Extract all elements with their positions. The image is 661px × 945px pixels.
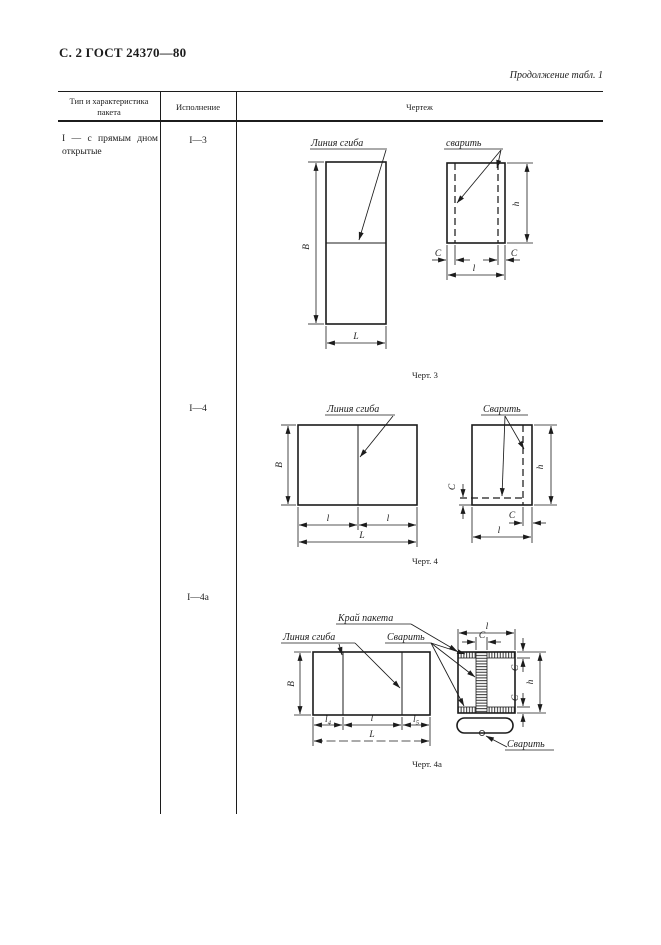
table-top-border	[58, 91, 603, 92]
dimension-l	[448, 264, 504, 275]
package-type-line1: I — с прямым дном	[62, 133, 158, 144]
drawing-chert-3	[280, 130, 562, 388]
fold-line-callout	[310, 138, 387, 240]
weld-label: Сварить	[387, 632, 425, 643]
dimension-h	[517, 652, 546, 713]
dim-l-label: l	[497, 526, 501, 536]
blank-outline	[313, 652, 430, 715]
dimension-L	[326, 326, 386, 349]
weld-label: сварить	[446, 138, 482, 149]
column-header-execution: Исполнение	[175, 102, 221, 112]
dim-L-label: L	[369, 730, 375, 740]
table-header-border	[58, 120, 603, 122]
dim-B-label: В	[275, 462, 285, 468]
dimension-l-halves	[298, 507, 417, 547]
figure-caption: Черт. 3	[412, 370, 438, 380]
dimension-B	[287, 652, 311, 715]
package-type-cell	[62, 133, 158, 159]
fold-line-callout	[281, 632, 400, 688]
weld-callout	[481, 404, 528, 496]
dim-L-label: L	[353, 332, 359, 342]
table-continuation-note: Продолжение табл. 1	[509, 70, 603, 81]
dim-l-label: l	[472, 264, 476, 274]
dim-h-label: h	[536, 464, 546, 470]
dim-C-label: С	[434, 249, 442, 259]
package-type-line2: открытые	[62, 145, 102, 157]
column-header-drawing: Чертеж	[406, 102, 433, 112]
table-column-divider-2	[236, 91, 237, 814]
weld-callout	[444, 138, 503, 203]
package-front-view	[458, 652, 515, 713]
fold-line-callout	[325, 404, 395, 457]
execution-label-3: I—3	[189, 135, 207, 146]
weld-bottom-callout	[486, 736, 554, 750]
dimension-L	[299, 531, 416, 542]
dimension-C-bottomseam	[448, 483, 472, 519]
dim-h-label: h	[512, 201, 522, 207]
dim-C-label: С	[478, 631, 486, 641]
dim-h-label: h	[526, 679, 536, 685]
dim-l4-label: $l_4$	[325, 715, 331, 727]
dimension-l-top	[458, 622, 515, 650]
dimension-h	[534, 425, 557, 505]
dim-C-label: С	[510, 249, 518, 259]
weld-label: Сварить	[483, 404, 521, 415]
column-header-type-line2: пакета	[97, 107, 121, 118]
column-header-type	[58, 96, 160, 118]
execution-label-4: I—4	[189, 403, 207, 414]
weld-seam-vertical	[476, 652, 487, 713]
figure-caption: Черт. 4	[412, 556, 438, 566]
page-title: С. 2 ГОСТ 24370—80	[59, 45, 187, 60]
fold-line-label: Линия сгиба	[327, 404, 380, 415]
dim-B-label: В	[302, 244, 312, 250]
dim-B-label: В	[287, 681, 297, 687]
package-front-view	[447, 163, 505, 243]
fold-line-label: Линия сгиба	[311, 138, 364, 149]
drawing-chert-4a	[278, 590, 570, 776]
dim-C-label: С	[448, 483, 458, 491]
dim-l-label: l	[326, 514, 330, 524]
dimension-L	[314, 730, 429, 741]
figure-caption: Черт. 4а	[412, 759, 442, 769]
blank-outline	[326, 162, 386, 324]
package-edge-label: Край пакета	[338, 613, 394, 624]
dimension-h	[507, 163, 533, 243]
drawing-chert-4	[275, 398, 567, 570]
dim-l-label: l	[485, 622, 489, 632]
dim-C-label: С	[511, 694, 521, 702]
dim-l-label: l	[386, 514, 390, 524]
dimension-B	[275, 425, 296, 505]
dimension-C-sideseam	[509, 507, 546, 543]
dim-l5-label: $l_5$	[413, 715, 419, 727]
table-column-divider-1	[160, 91, 161, 814]
dimension-l	[472, 507, 531, 543]
dim-l-label: l	[370, 714, 374, 724]
package-front-view	[460, 425, 532, 505]
tube-side-view	[457, 718, 513, 736]
fold-line-label: Линия сгиба	[283, 632, 336, 643]
dim-L-label: L	[359, 531, 365, 541]
dimension-C-top	[462, 631, 501, 650]
dim-C-label: С	[508, 511, 516, 521]
weld-bottom-label: Сварить	[507, 739, 545, 750]
dim-C-label: С	[511, 664, 521, 672]
blank-outline	[298, 425, 417, 505]
dimension-B	[302, 162, 324, 324]
execution-label-4a: I—4а	[187, 592, 209, 603]
column-header-type-line1: Тип и характеристика	[69, 96, 149, 106]
